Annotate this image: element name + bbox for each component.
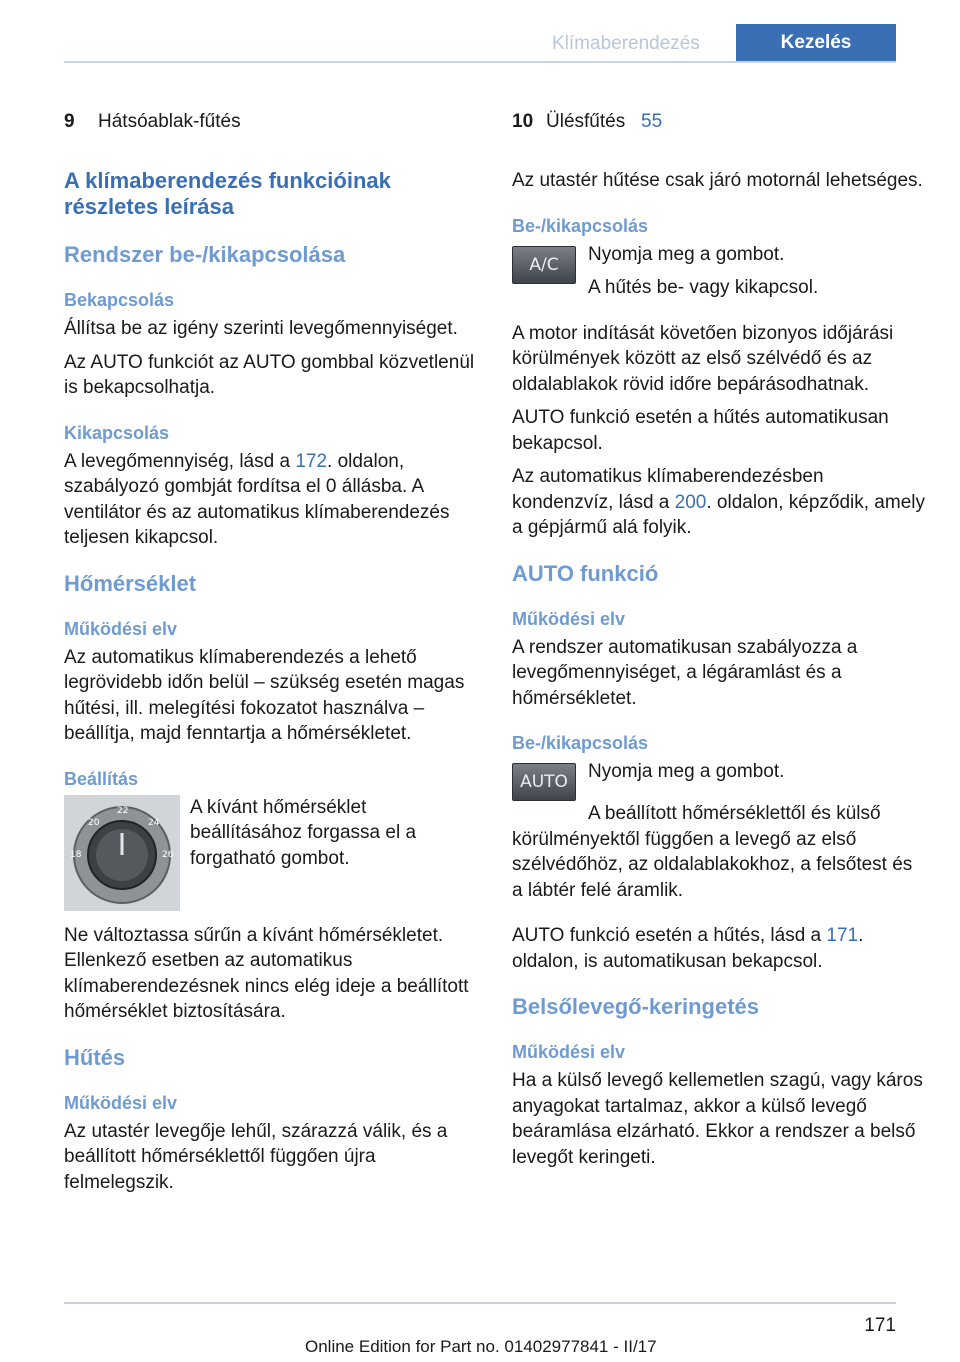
- para-auto-cooling: [512, 923, 928, 974]
- legend-item-label: Hátsóablak-fűtés: [98, 111, 241, 132]
- legend-item-10: [512, 108, 928, 136]
- heading-temperature: Hőmérséklet: [64, 570, 197, 596]
- left-column: [64, 108, 476, 1203]
- para-auto-cooling-text-b: . oldalon, is automatikusan bekapcsol.: [512, 925, 864, 972]
- para-cooling: Az utastér levegője lehűl, szárazzá válik, és a beállított hőmérséklettől függően újra felmelegszik.: [64, 1120, 448, 1193]
- edition-note: Online Edition for Part no. 01402977841 - II/17: [305, 1337, 657, 1356]
- para-fog: A motor indítását követően bizonyos időjárási körülmények között az első szélvédő és az oldalablakok rövid időre bepárásodhatnak.: [512, 322, 894, 395]
- temperature-knob-image: [64, 795, 180, 911]
- page-link-171[interactable]: 171: [826, 925, 859, 946]
- para-switch-off-text-a: A levegőmennyiség, lásd a: [64, 450, 296, 472]
- legend-item-number: 9: [64, 111, 75, 132]
- chapter-title-line-2: részletes leírása: [64, 194, 235, 219]
- para-ac-toggle: A hűtés be- vagy kikapcsol.: [588, 277, 819, 298]
- para-condensation-text-a: Az automatikus klímaberendezésben kondenzvíz, lásd a: [512, 466, 824, 513]
- para-temp-principle: Az automatikus klímaberendezés a lehető legrövidebb időn belül – szükség esetén magas hűtési, ill. melegítési fokozatot használva – beállítja, majd fenntartja a hőmérsékletet.: [64, 646, 465, 744]
- knob-tick-label: 24: [148, 817, 160, 828]
- ac-button-row: [512, 242, 928, 309]
- para-auto-cooling-text-a: AUTO funkció esetén a hűtés, lásd a: [512, 925, 827, 946]
- footer-divider: [64, 1302, 896, 1304]
- chapter-title-line-1: A klímaberendezés funkcióinak: [64, 168, 391, 193]
- subheading-ac-onoff: Be-/kikapcsolás: [512, 215, 649, 236]
- para-recirculation: Ha a külső levegő kellemetlen szagú, vagy káros anyagokat tartalmaz, akkor a külső levegő beáramlása elzárható. Ekkor a rendszer a belső levegőt keringeti.: [512, 1070, 923, 1168]
- para-switch-off-text-b: . oldalon, szabályozó gombját fordítsa el 0 állásba. A ventilátor és az automatikus klímaberendezés teljesen kikapcsol.: [64, 450, 450, 548]
- heading-system-onoff: Rendszer be-/kikapcsolása: [64, 242, 346, 267]
- header-section-title: Klímaberendezés: [552, 33, 700, 54]
- header-chapter-tab[interactable]: Kezelés: [736, 24, 896, 62]
- page-link-200[interactable]: 200: [674, 491, 707, 513]
- chapter-title: [64, 168, 476, 220]
- legend-item-label: Ülésfűtés: [546, 111, 626, 132]
- knob-tick-label: 20: [88, 817, 100, 828]
- subheading-auto-principle: Működési elv: [512, 608, 626, 629]
- auto-button-label: AUTO: [520, 772, 568, 792]
- ac-button-image: [512, 246, 576, 284]
- para-ac-press: Nyomja meg a gombot.: [588, 243, 785, 265]
- legend-item-9: [64, 108, 476, 136]
- para-auto-flow: A beállított hőmérséklettől és külső körülményektől függően a levegő az első szélvédőhöz, az oldalablakokhoz, a felsőtest és a lábtér felé áramlik.: [512, 803, 913, 901]
- heading-cooling: Hűtés: [64, 1044, 126, 1070]
- ac-button-label: A/C: [529, 254, 559, 275]
- page-number: 171: [864, 1315, 896, 1336]
- para-switch-on-2: Az AUTO funkciót az AUTO gombbal közvetlenül is bekapcsolhatja.: [64, 351, 475, 398]
- knob-tick-label: 22: [117, 805, 129, 816]
- subheading-cool-principle: Működési elv: [64, 1092, 178, 1113]
- knob-tick-label: 26: [162, 849, 174, 860]
- subheading-recirc-principle: Működési elv: [512, 1042, 626, 1062]
- subheading-auto-onoff: Be-/kikapcsolás: [512, 733, 649, 753]
- heading-auto-function: AUTO funkció: [512, 560, 659, 586]
- header-divider: [64, 61, 896, 63]
- subheading-temp-principle: Működési elv: [64, 618, 178, 639]
- page-link-55[interactable]: 55: [641, 111, 663, 132]
- auto-button-image: [512, 763, 576, 801]
- subheading-switch-on: Bekapcsolás: [64, 290, 175, 310]
- heading-recirculation: Belsőlevegő-keringetés: [512, 994, 759, 1019]
- knob-tick-label: 18: [70, 849, 82, 860]
- para-cool-engine: Az utastér hűtése csak járó motornál lehetséges.: [512, 170, 923, 191]
- para-auto-principle: A rendszer automatikusan szabályozza a levegőmennyiséget, a légáramlást és a hőmérsékletet.: [512, 636, 858, 709]
- right-column: [512, 108, 928, 1178]
- para-switch-off: [64, 449, 476, 551]
- para-auto-cool: AUTO funkció esetén a hűtés automatikusan bekapcsol.: [512, 407, 889, 454]
- para-switch-on-1: Állítsa be az igény szerinti levegőmennyiséget.: [64, 318, 458, 339]
- para-setting: A kívánt hőmérséklet beállításához forgassa el a forgatható gombot.: [190, 796, 417, 869]
- page-link-172[interactable]: 172: [295, 450, 328, 472]
- para-auto-press: Nyomja meg a gombot.: [588, 761, 785, 782]
- para-warning: Ne változtassa sűrűn a kívánt hőmérsékletet. Ellenkező esetben az automatikus klímaberendezésnek nincs elég ideje a beállított hőmérséklet biztosítására.: [64, 924, 469, 1022]
- setting-row: [64, 795, 476, 911]
- para-condensation: [512, 464, 928, 541]
- subheading-switch-off: Kikapcsolás: [64, 422, 170, 443]
- subheading-setting: Beállítás: [64, 768, 139, 789]
- para-condensation-text-b: . oldalon, képződik, amely a gépjármű alá folyik.: [512, 491, 925, 538]
- auto-button-row: [512, 759, 928, 801]
- legend-item-number: 10: [512, 111, 534, 132]
